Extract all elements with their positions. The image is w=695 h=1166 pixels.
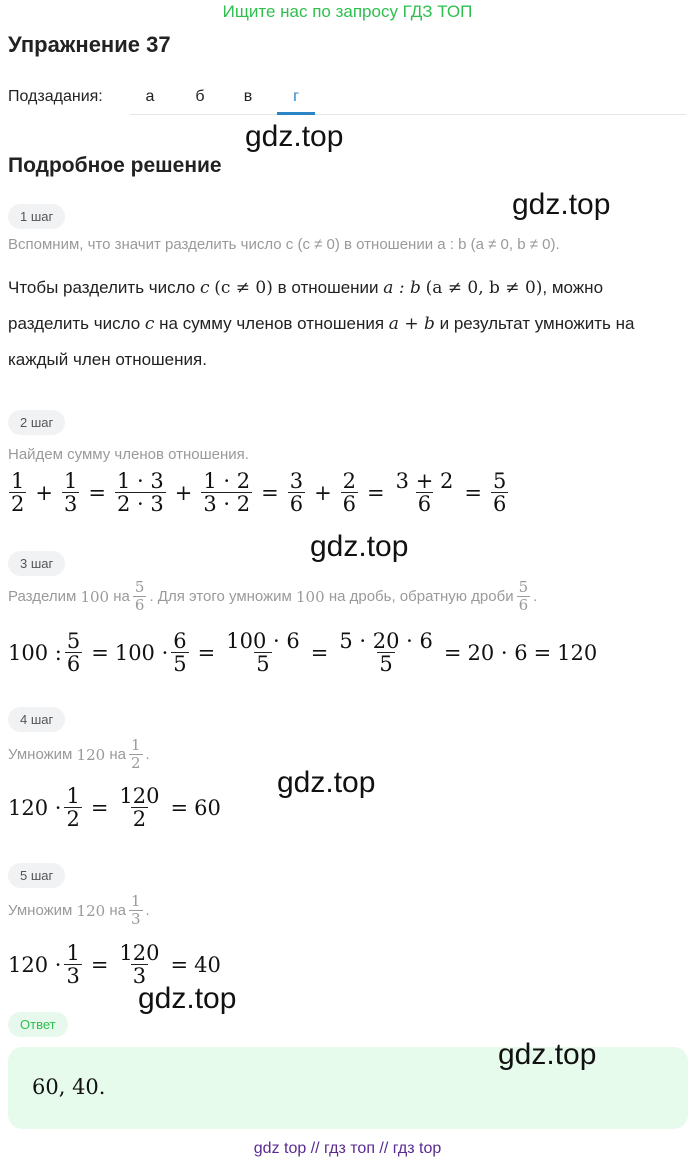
fraction: $\frac{5}{6}$ bbox=[518, 578, 529, 614]
watermark: gdz.top bbox=[277, 766, 376, 799]
fraction: $\frac{1}{2}$ bbox=[130, 736, 141, 772]
step1-body-line1 bbox=[8, 270, 693, 306]
step5-hint: Умножим 120 на $\frac{1}{3}$ . bbox=[8, 892, 150, 928]
fraction: $\frac{5}{6}$ bbox=[134, 578, 145, 614]
fraction: $\frac{5}{6}$ bbox=[492, 469, 507, 517]
fraction: $\frac{1}{2}$ bbox=[66, 784, 80, 832]
equation-step2: $\frac{1}{2}$ + $\frac{1}{3}$ = $\frac{1 \cdot 3}{2 \cdot 3}$ + $\frac{1 \cdot 2}{3 \cdot 2}$ = $\frac{3}{6}$ + $\frac{2}{6}$ = $\frac{3 + 2}{6}$ = $\frac{5}{6}$ bbox=[11, 469, 507, 517]
watermark: gdz.top bbox=[498, 1038, 597, 1071]
equation-step4: 120 · $\frac{1}{2}$ = $\frac{120}{2}$ = 60 bbox=[8, 784, 221, 832]
fraction: $\frac{1}{3}$ bbox=[63, 469, 78, 517]
watermark: gdz.top bbox=[138, 982, 237, 1015]
fraction: $\frac{6}{5}$ bbox=[173, 629, 187, 677]
equation-step3: 100 : $\frac{5}{6}$ = 100 · $\frac{6}{5}$ = $\frac{100 \cdot 6}{5}$ = $\frac{5 \cdot 20 \cdot 6}{5}$ = 20 · 6 = 120 bbox=[8, 629, 598, 677]
fraction: $\frac{120}{2}$ bbox=[119, 784, 160, 832]
math-c-condition: (c ≠ 0) bbox=[214, 278, 273, 298]
watermark: gdz.top bbox=[245, 120, 344, 153]
step-badge: 2 шаг bbox=[8, 410, 65, 435]
text: , можно bbox=[542, 278, 604, 297]
text: и результат умножить на bbox=[439, 314, 635, 333]
math-a-b-condition: (a ≠ 0, b ≠ 0) bbox=[425, 278, 543, 298]
tab-g[interactable]: г bbox=[293, 88, 299, 105]
watermark: gdz.top bbox=[512, 188, 611, 221]
text: Чтобы разделить число bbox=[8, 278, 196, 297]
math-c: c bbox=[144, 314, 155, 334]
fraction: $\frac{3}{6}$ bbox=[289, 469, 304, 517]
exercise-title: Упражнение 37 bbox=[8, 32, 171, 57]
text: на сумму членов отношения bbox=[159, 314, 385, 333]
step-badge: 5 шаг bbox=[8, 863, 65, 888]
footer-links[interactable]: gdz top // гдз топ // гдз top bbox=[253, 1140, 442, 1157]
fraction: $\frac{1 \cdot 2}{3 \cdot 2}$ bbox=[203, 469, 251, 517]
step1-body-line2 bbox=[8, 306, 693, 342]
fraction: $\frac{100 \cdot 6}{5}$ bbox=[226, 629, 300, 677]
text: в отношении bbox=[277, 278, 379, 297]
step-badge: 3 шаг bbox=[8, 551, 65, 576]
fraction: $\frac{5 \cdot 20 \cdot 6}{5}$ bbox=[339, 629, 433, 677]
step3-hint: Разделим 100 на $\frac{5}{6}$ . Для этого умножим 100 на дробь, обратную дроби $\frac{5}{6}$ . bbox=[8, 578, 538, 614]
solution-title: Подробное решение bbox=[8, 154, 222, 177]
fraction: $\frac{2}{6}$ bbox=[342, 469, 357, 517]
fraction: $\frac{5}{6}$ bbox=[66, 629, 81, 677]
tabs-divider bbox=[130, 114, 686, 115]
step1-hint: Вспомним, что значит разделить число c (c ≠ 0) в отношении a : b (a ≠ 0, b ≠ 0). bbox=[8, 236, 560, 253]
fraction: $\frac{1}{3}$ bbox=[66, 941, 80, 989]
step-badge: 1 шаг bbox=[8, 204, 65, 229]
tab-a[interactable]: а bbox=[145, 88, 155, 105]
tab-v[interactable]: в bbox=[243, 88, 253, 105]
step-badge: 4 шаг bbox=[8, 707, 65, 732]
answer-value: 60, 40. bbox=[32, 1075, 106, 1099]
fraction: $\frac{1}{2}$ bbox=[11, 469, 25, 517]
active-tab-indicator bbox=[277, 112, 315, 115]
watermark: gdz.top bbox=[310, 530, 409, 563]
answer-badge: Ответ bbox=[8, 1012, 68, 1037]
equation-step5: 120 · $\frac{1}{3}$ = $\frac{120}{3}$ = 40 bbox=[8, 941, 221, 989]
math-a-plus-b: a + b bbox=[388, 314, 435, 334]
step4-hint: Умножим 120 на $\frac{1}{2}$ . bbox=[8, 736, 150, 772]
fraction: $\frac{1}{3}$ bbox=[130, 892, 141, 928]
math-c: c bbox=[199, 278, 210, 298]
step2-hint: Найдем сумму членов отношения. bbox=[8, 446, 249, 463]
fraction: $\frac{1 \cdot 3}{2 \cdot 3}$ bbox=[116, 469, 164, 517]
tab-b[interactable]: б bbox=[195, 88, 205, 105]
search-banner: Ищите нас по запросу ГДЗ ТОП bbox=[222, 2, 473, 21]
math-a-b: a : b bbox=[383, 278, 421, 298]
fraction: $\frac{3 + 2}{6}$ bbox=[395, 469, 454, 517]
text: разделить число bbox=[8, 314, 141, 333]
subtasks-label: Подзадания: bbox=[8, 88, 103, 105]
fraction: $\frac{120}{3}$ bbox=[119, 941, 160, 989]
step1-body-line3: каждый член отношения. bbox=[8, 350, 207, 369]
